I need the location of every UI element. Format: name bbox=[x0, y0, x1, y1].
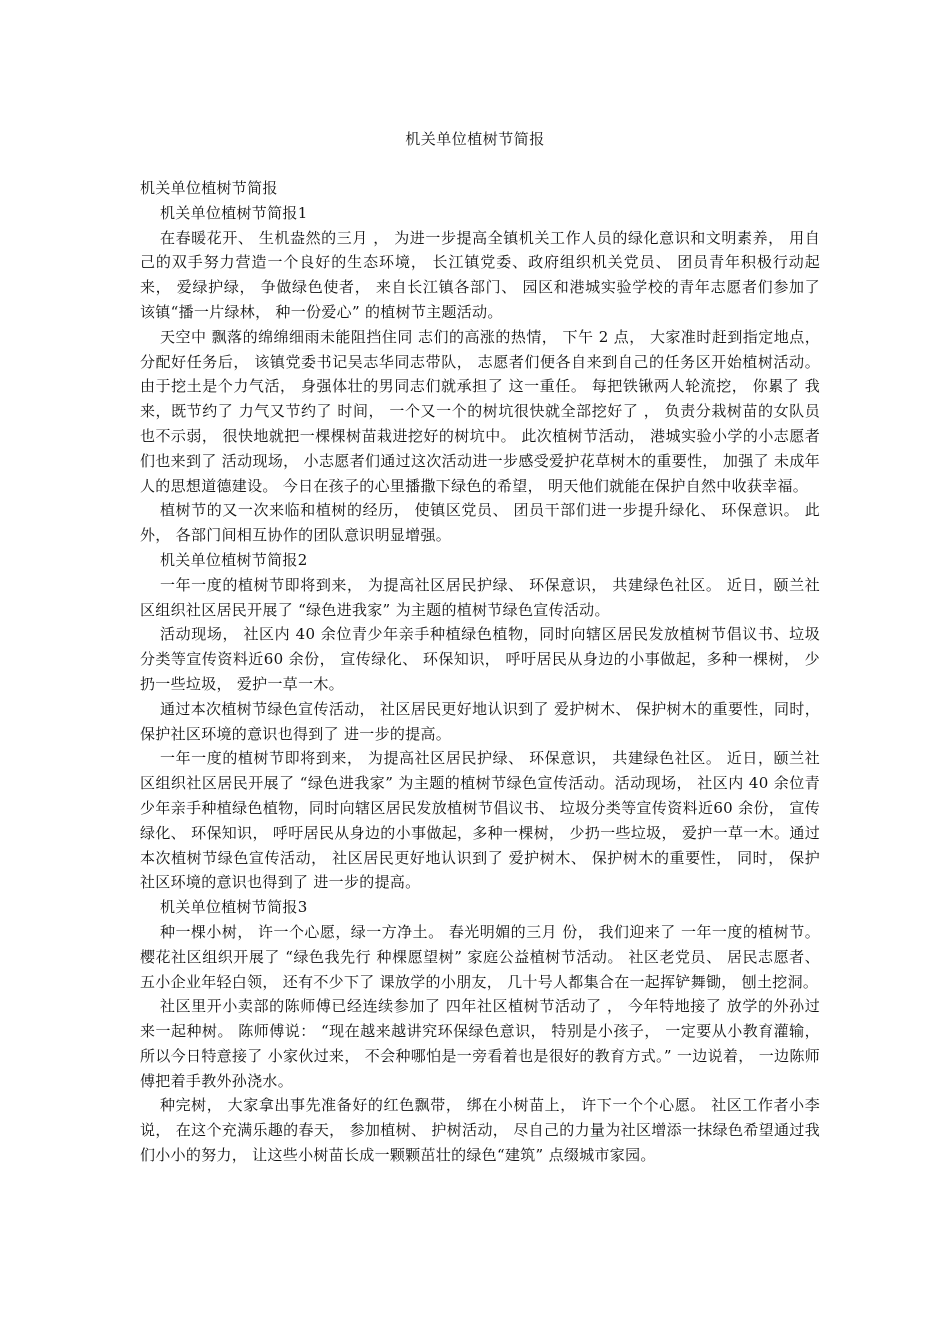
paragraph: 通过本次植树节绿色宣传活动， 社区居民更好地认识到了 爱护树木、 保护树木的重要性，同时， 保护社区环境的意识也得到了 进一步的提高。 bbox=[140, 699, 820, 743]
paragraph: 种一棵小树， 许一个心愿，绿一方净土。 春光明媚的三月 份， 我们迎来了 一年一度的植树节。 樱花社区组织开展了 “绿色我先行 种棵愿望树” 家庭公益植树节活动。 社区老党员、 居民志愿者、 五小企业年轻白领， 还有不少下了 课放学的小朋友， 几十号人都集合在一起挥铲舞锄， 刨土挖洞。 bbox=[140, 922, 820, 991]
paragraph: 一年一度的植树节即将到来， 为提高社区居民护绿、 环保意识， 共建绿色社区。 近日，颐兰社区组织社区居民开展了 “绿色进我家” 为主题的植树节绿色宣传活动。活动现场， 社区内 40 余位青少年亲手种植绿色植物，同时向辖区居民发放植树节倡议书、 垃圾分类等宣传资料近60 余份， 宣传绿化、 环保知识， 呼吁居民从身边的小事做起，多种一棵树， 少扔一些垃圾， 爱护一草一木。通过本次植树节绿色宣传活动， 社区居民更好地认识到了 爱护树木、 保护树木的重要性， 同时， 保护社区环境的意识也得到了 进一步的提高。 bbox=[140, 749, 820, 892]
paragraph: 天空中 飘落的绵绵细雨未能阻挡住同 志们的高涨的热情， 下午 2 点， 大家准时赶到指定地点， 分配好任务后， 该镇党委书记吴志华同志带队， 志愿者们便各自来到自己的任务区开始植树活动。 由于挖土是个力气活， 身强体壮的男同志们就承担了 这一重任。 每把铁锹两人轮流挖， 你累了 我来，既节约了 力气又节约了 时间， 一个又一个的树坑很快就全部挖好了 ， 负责分栽树苗的女队员也不示弱， 很快地就把一棵棵树苗栽进挖好的树坑中。 此次植树节活动， 港城实验小学的小志愿者们也来到了 活动现场， 小志愿者们通过这次活动进一步感受爱护花草树木的重要性， 加强了 未成年人的思想道德建设。 今日在孩子的心里播撒下绿色的希望， 明天他们就能在保护自然中收获幸福。 bbox=[140, 327, 820, 495]
paragraph: 社区里开小卖部的陈师傅已经连续参加了 四年社区植树节活动了 ， 今年特地接了 放学的外孙过来一起种树。 陈师傅说： “现在越来越讲究环保绿色意识， 特别是小孩子， 一定要从小教育灌输， 所以今日特意接了 小家伙过来， 不会种哪怕是一旁看着也是很好的教育方式。” 一边说着， 一边陈师傅把着手教外孙浇水。 bbox=[140, 997, 820, 1090]
paragraph: 在春暖花开、 生机盎然的三月 ， 为进一步提高全镇机关工作人员的绿化意识和文明素养， 用自 己的双手努力营造一个良好的生态环境， 长江镇党委、政府组织机关党员、 团员青年积极行动起来， 爱绿护绿， 争做绿色使者， 来自长江镇各部门、 园区和港城实验学校的青年志愿者们参加了 该镇“播一片绿林， 种一份爱心” 的植树节主题活动。 bbox=[140, 228, 820, 321]
paragraph: 种完树， 大家拿出事先准备好的红色飘带， 绑在小树苗上， 许下一个个心愿。 社区工作者小李说， 在这个充满乐趣的春天， 参加植树、 护树活动， 尽自己的力量为社区增添一抹绿色希望通过我们小小的努力， 让这些小树苗长成一颗颗茁壮的绿色“建筑” 点缀城市家园。 bbox=[140, 1096, 820, 1165]
section-title: 机关单位植树节简报2 bbox=[160, 550, 308, 569]
section-title: 机关单位植树节简报1 bbox=[160, 203, 308, 222]
paragraph: 一年一度的植树节即将到来， 为提高社区居民护绿、 环保意识， 共建绿色社区。 近日，颐兰社区组织社区居民开展了 “绿色进我家” 为主题的植树节绿色宣传活动。 bbox=[140, 575, 820, 619]
section-title: 机关单位植树节简报3 bbox=[160, 898, 308, 917]
document-title: 机关单位植树节简报 bbox=[405, 130, 545, 148]
paragraph: 植树节的又一次来临和植树的经历， 使镇区党员、 团员干部们进一步提升绿化、 环保意识。 此外， 各部门间相互协作的团队意识明显增强。 bbox=[140, 501, 820, 545]
document-body bbox=[140, 176, 820, 1168]
document-heading: 机关单位植树节简报 bbox=[140, 179, 278, 197]
paragraph: 活动现场， 社区内 40 余位青少年亲手种植绿色植物，同时向辖区居民发放植树节倡议书、垃圾分类等宣传资料近60 余份， 宣传绿化、 环保知识， 呼吁居民从身边的小事做起，多种一棵树， 少扔一些垃圾， 爱护一草一木。 bbox=[140, 625, 820, 693]
